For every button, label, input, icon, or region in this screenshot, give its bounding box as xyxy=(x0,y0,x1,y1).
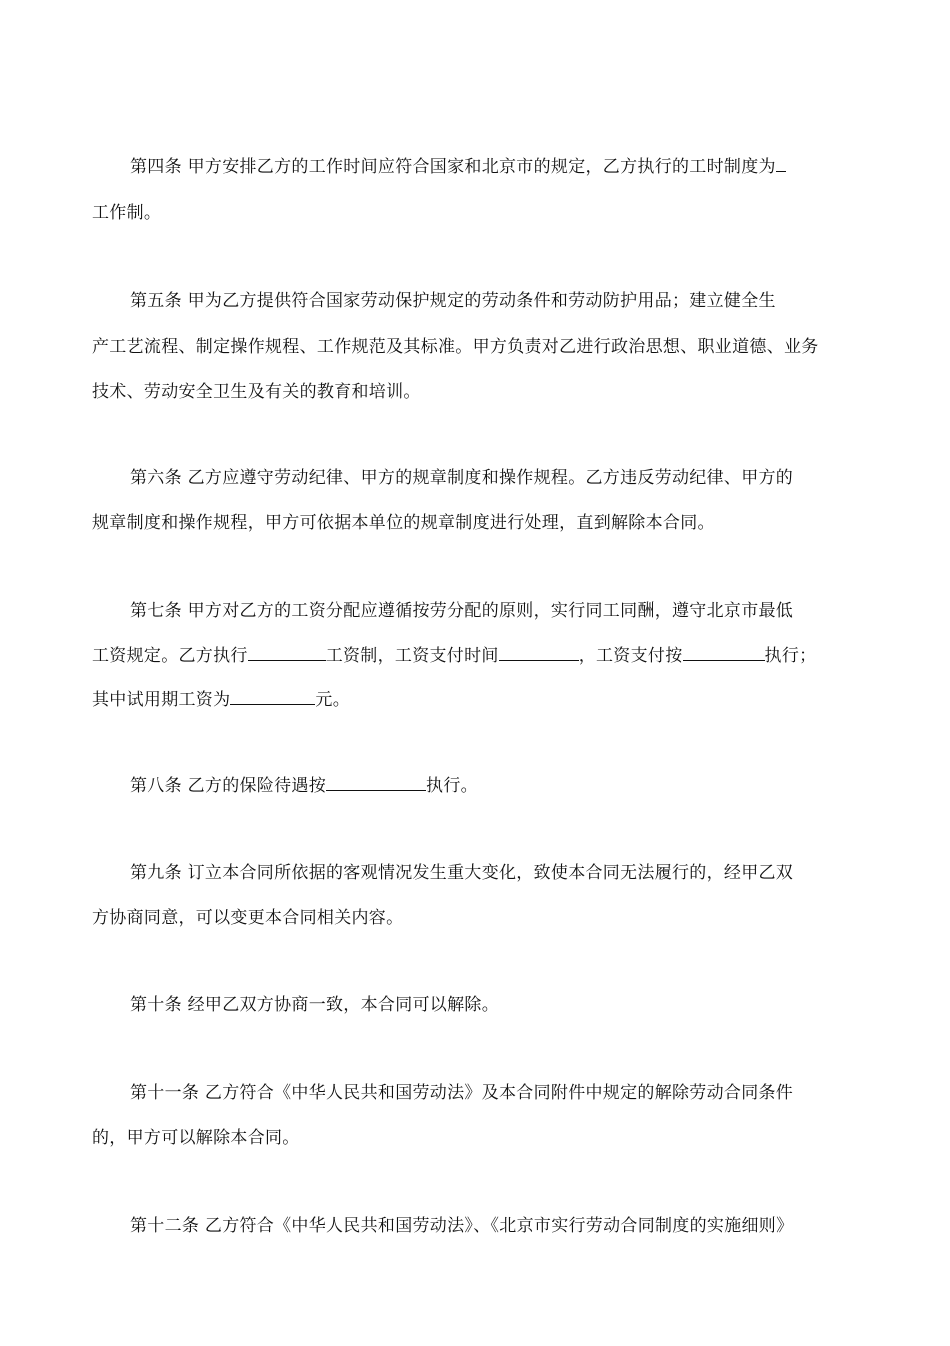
clause-4-line-1 xyxy=(130,152,786,182)
clause-7-line-1: 第七条 甲方对乙方的工资分配应遵循按劳分配的原则，实行同工同酬，遵守北京市最低 xyxy=(130,601,794,621)
insurance-basis-blank xyxy=(326,772,426,791)
clause-9-line-2: 方协商同意，可以变更本合同相关内容。 xyxy=(92,908,404,928)
clause-6-line-1: 第六条 乙方应遵守劳动纪律、甲方的规章制度和操作规程。乙方违反劳动纪律、甲方的 xyxy=(130,468,794,488)
wage-payment-time-blank xyxy=(499,642,579,661)
clause-6-line-2: 规章制度和操作规程，甲方可依据本单位的规章制度进行处理，直到解除本合同。 xyxy=(92,513,715,533)
clause-4-text: 第四条 甲方安排乙方的工作时间应符合国家和北京市的规定，乙方执行的工时制度为 xyxy=(130,157,776,177)
clause-5-line-3: 技术、劳动安全卫生及有关的教育和培训。 xyxy=(92,382,421,402)
clause-7-line-2: 工资规定。乙方执行 工资制，工资支付时间 ，工资支付按 执行； xyxy=(92,641,816,671)
clause-11-line-2: 的，甲方可以解除本合同。 xyxy=(92,1128,300,1148)
clause-5-line-1: 第五条 甲为乙方提供符合国家劳动保护规定的劳动条件和劳动防护用品；建立健全生 xyxy=(130,291,776,311)
work-hours-system-blank xyxy=(776,153,786,172)
clause-5-line-2: 产工艺流程、制定操作规程、工作规范及其标准。甲方负责对乙进行政治思想、职业道德、业务 xyxy=(92,337,819,357)
clause-8-line-1: 第八条 乙方的保险待遇按 执行。 xyxy=(130,771,478,801)
clause-10-line-1: 第十条 经甲乙双方协商一致，本合同可以解除。 xyxy=(130,995,500,1015)
clause-11-line-1: 第十一条 乙方符合《中华人民共和国劳动法》及本合同附件中规定的解除劳动合同条件 xyxy=(130,1083,794,1103)
clause-12-line-1: 第十二条 乙方符合《中华人民共和国劳动法》、《北京市实行劳动合同制度的实施细则》 xyxy=(130,1216,794,1236)
wage-system-blank xyxy=(248,642,326,661)
wage-payment-basis-blank xyxy=(683,642,765,661)
clause-9-line-1: 第九条 订立本合同所依据的客观情况发生重大变化，致使本合同无法履行的，经甲乙双 xyxy=(130,863,794,883)
probation-wage-blank xyxy=(230,686,315,705)
clause-4-line-2: 工作制。 xyxy=(92,203,162,223)
clause-7-line-3: 其中试用期工资为 元。 xyxy=(92,685,350,715)
